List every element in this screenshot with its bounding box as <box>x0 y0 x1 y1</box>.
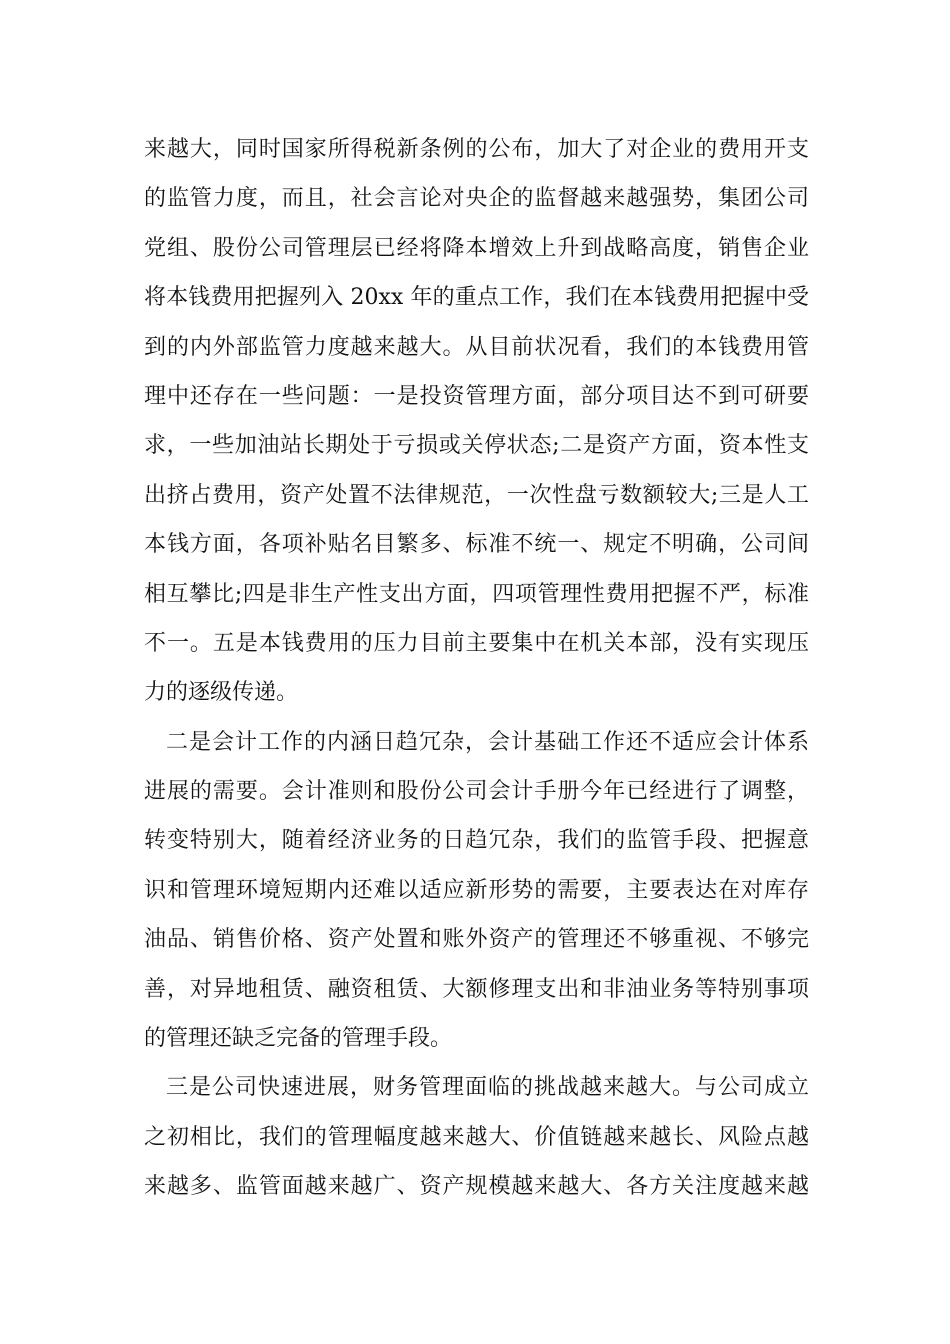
text-line: 之初相比，我们的管理幅度越来越大、价值链越来越长、风险点越 <box>144 1124 809 1150</box>
text-line: 二是会计工作的内涵日趋冗杂，会计基础工作还不适应会计体系 <box>166 729 809 755</box>
text-line: 来越多、监管面越来越广、资产规模越来越大、各方关注度越来越 <box>144 1174 809 1200</box>
text-line: 到的内外部监管力度越来越大。从目前状况看，我们的本钱费用管 <box>144 334 809 360</box>
text-line: 理中还存在一些问题：一是投资管理方面，部分项目达不到可研要 <box>144 383 809 409</box>
paragraph-3 <box>144 1063 809 1211</box>
text-line: 将本钱费用把握列入 20xx 年的重点工作，我们在本钱费用把握中受 <box>144 285 809 311</box>
text-line: 出挤占费用，资产处置不法律规范，一次性盘亏数额较大;三是人工 <box>144 482 809 508</box>
text-line: 三是公司快速进展，财务管理面临的挑战越来越大。与公司成立 <box>166 1075 809 1101</box>
text-line: 的管理还缺乏完备的管理手段。 <box>144 1026 453 1052</box>
text-line: 党组、股份公司管理层已经将降本增效上升到战略高度，销售企业 <box>144 235 809 261</box>
text-line: 不一。五是本钱费用的压力目前主要集中在机关本部，没有实现压 <box>144 630 809 656</box>
text-line: 来越大，同时国家所得税新条例的公布，加大了对企业的费用开支 <box>144 137 809 162</box>
text-line: 求，一些加油站长期处于亏损或关停状态;二是资产方面，资本性支 <box>144 433 809 459</box>
text-line: 相互攀比;四是非生产性支出方面，四项管理性费用把握不严，标准 <box>144 581 809 607</box>
paragraph-2 <box>144 718 809 1064</box>
text-line: 转变特别大，随着经济业务的日趋冗杂，我们的监管手段、把握意 <box>144 828 809 854</box>
text-line: 油品、销售价格、资产处置和账外资产的管理还不够重视、不够完 <box>144 927 809 953</box>
text-line: 的监管力度，而且，社会言论对央企的监督越来越强势，集团公司 <box>144 186 809 212</box>
text-line: 进展的需要。会计准则和股份公司会计手册今年已经进行了调整， <box>144 779 809 805</box>
text-line: 本钱方面，各项补贴名目繁多、标准不统一、规定不明确，公司间 <box>144 532 809 558</box>
document-body <box>144 125 809 1212</box>
text-line: 力的逐级传递。 <box>144 680 299 706</box>
paragraph-1 <box>144 125 809 718</box>
text-line: 善，对异地租赁、融资租赁、大额修理支出和非油业务等特别事项 <box>144 976 809 1002</box>
text-line: 识和管理环境短期内还难以适应新形势的需要，主要表达在对库存 <box>144 877 809 903</box>
